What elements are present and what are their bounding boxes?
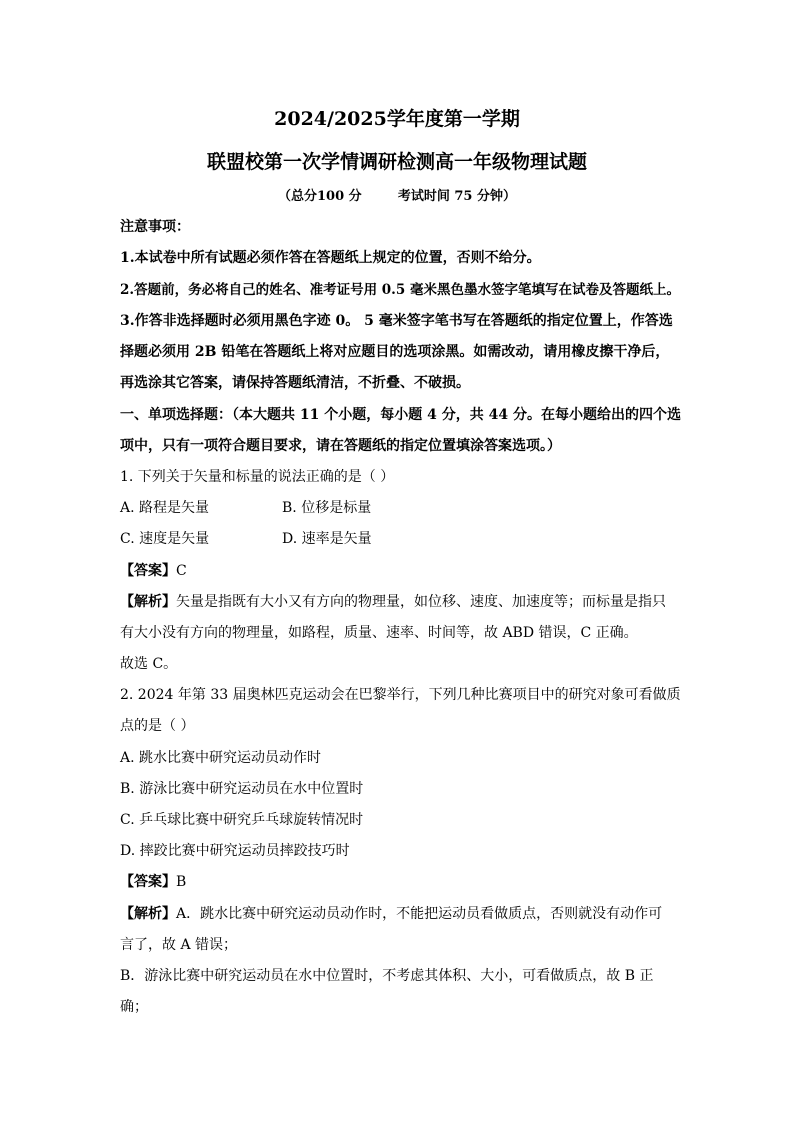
notice-item-1: 1.本试卷中所有试题必须作答在答题纸上规定的位置，否则不给分。 — [120, 250, 541, 266]
q2-analysis-line-2: 言了，故 A 错误； — [120, 937, 238, 953]
notice-item-2: 2.答题前，务必将自己的姓名、准考证号用 0.5 毫米黑色墨水签字笔填写在试卷及答题纸上。 — [120, 282, 680, 298]
exam-subtitle: （总分100 分 考试时间 75 分钟） — [277, 189, 516, 204]
q1-analysis-line-1 — [120, 593, 666, 611]
q2-analysis-text-1: A．跳水比赛中研究运动员动作时，不能把运动员看做质点，否则就没有动作可 — [176, 906, 663, 922]
q1-answer-tag: 【答案】 — [120, 563, 176, 579]
q2-answer-value: B — [176, 874, 187, 890]
notice-item-3-line-3: 再选涂其它答案，请保持答题纸清洁，不折叠、不破损。 — [120, 375, 470, 391]
q1-option-d: D. 速率是矢量 — [282, 531, 372, 547]
q1-analysis-text-1: 矢量是指既有大小又有方向的物理量，如位移、速度、加速度等；而标量是指只 — [176, 594, 666, 610]
q2-answer — [120, 873, 186, 891]
q2-option-c: C. 乒乓球比赛中研究乒乓球旋转情况时 — [120, 812, 364, 828]
notice-heading: 注意事项： — [120, 219, 190, 235]
q2-analysis-line-1 — [120, 905, 662, 923]
q1-answer-value: C — [176, 563, 187, 579]
notice-item-3-line-2: 择题必须用 2B 铅笔在答题纸上将对应题目的选项涂黑。如需改动，请用橡皮擦干净后， — [120, 344, 670, 360]
q2-option-b: B. 游泳比赛中研究运动员在水中位置时 — [120, 781, 364, 797]
section-heading-line-2: 项中，只有一项符合题目要求，请在答题纸的指定位置填涂答案选项。） — [120, 438, 561, 454]
q1-analysis-tag: 【解析】 — [120, 594, 176, 610]
q2-analysis-line-4: 确； — [120, 999, 148, 1015]
section-heading-line-1: 一、单项选择题：（本大题共 11 个小题，每小题 4 分，共 44 分。在每小题给出的四个选 — [120, 407, 681, 423]
q1-conclusion: 故选 C。 — [120, 656, 178, 672]
q2-option-a: A. 跳水比赛中研究运动员动作时 — [120, 750, 322, 766]
q1-stem: 1. 下列关于矢量和标量的说法正确的是（ ） — [120, 469, 395, 485]
q2-stem-line-2: 点的是（ ） — [120, 718, 195, 734]
q1-option-b: B. 位移是标量 — [282, 500, 372, 516]
q2-analysis-line-3: B．游泳比赛中研究运动员在水中位置时，不考虑其体积、大小，可看做质点，故 B 正 — [120, 968, 654, 984]
q1-analysis-line-2: 有大小没有方向的物理量，如路程，质量、速率、时间等，故 ABD 错误，C 正确。 — [120, 625, 638, 641]
q1-option-a: A. 路程是矢量 — [120, 500, 210, 516]
exam-title-main: 联盟校第一次学情调研检测高一年级物理试题 — [206, 151, 587, 173]
q1-option-c: C. 速度是矢量 — [120, 531, 210, 547]
q2-option-d: D. 摔跤比赛中研究运动员摔跤技巧时 — [120, 843, 350, 859]
q2-stem-line-1: 2. 2024 年第 33 届奥林匹克运动会在巴黎举行，下列几种比赛项目中的研究对象可看做质 — [120, 687, 681, 703]
notice-item-3-line-1: 3.作答非选择题时必须用黑色字迹 0。 5 毫米签字笔书写在答题纸的指定位置上，作答选 — [120, 313, 673, 329]
q2-analysis-tag: 【解析】 — [120, 906, 176, 922]
q1-answer — [120, 562, 187, 580]
exam-title-year: 2024/2025学年度第一学期 — [274, 108, 520, 130]
q2-answer-tag: 【答案】 — [120, 874, 176, 890]
